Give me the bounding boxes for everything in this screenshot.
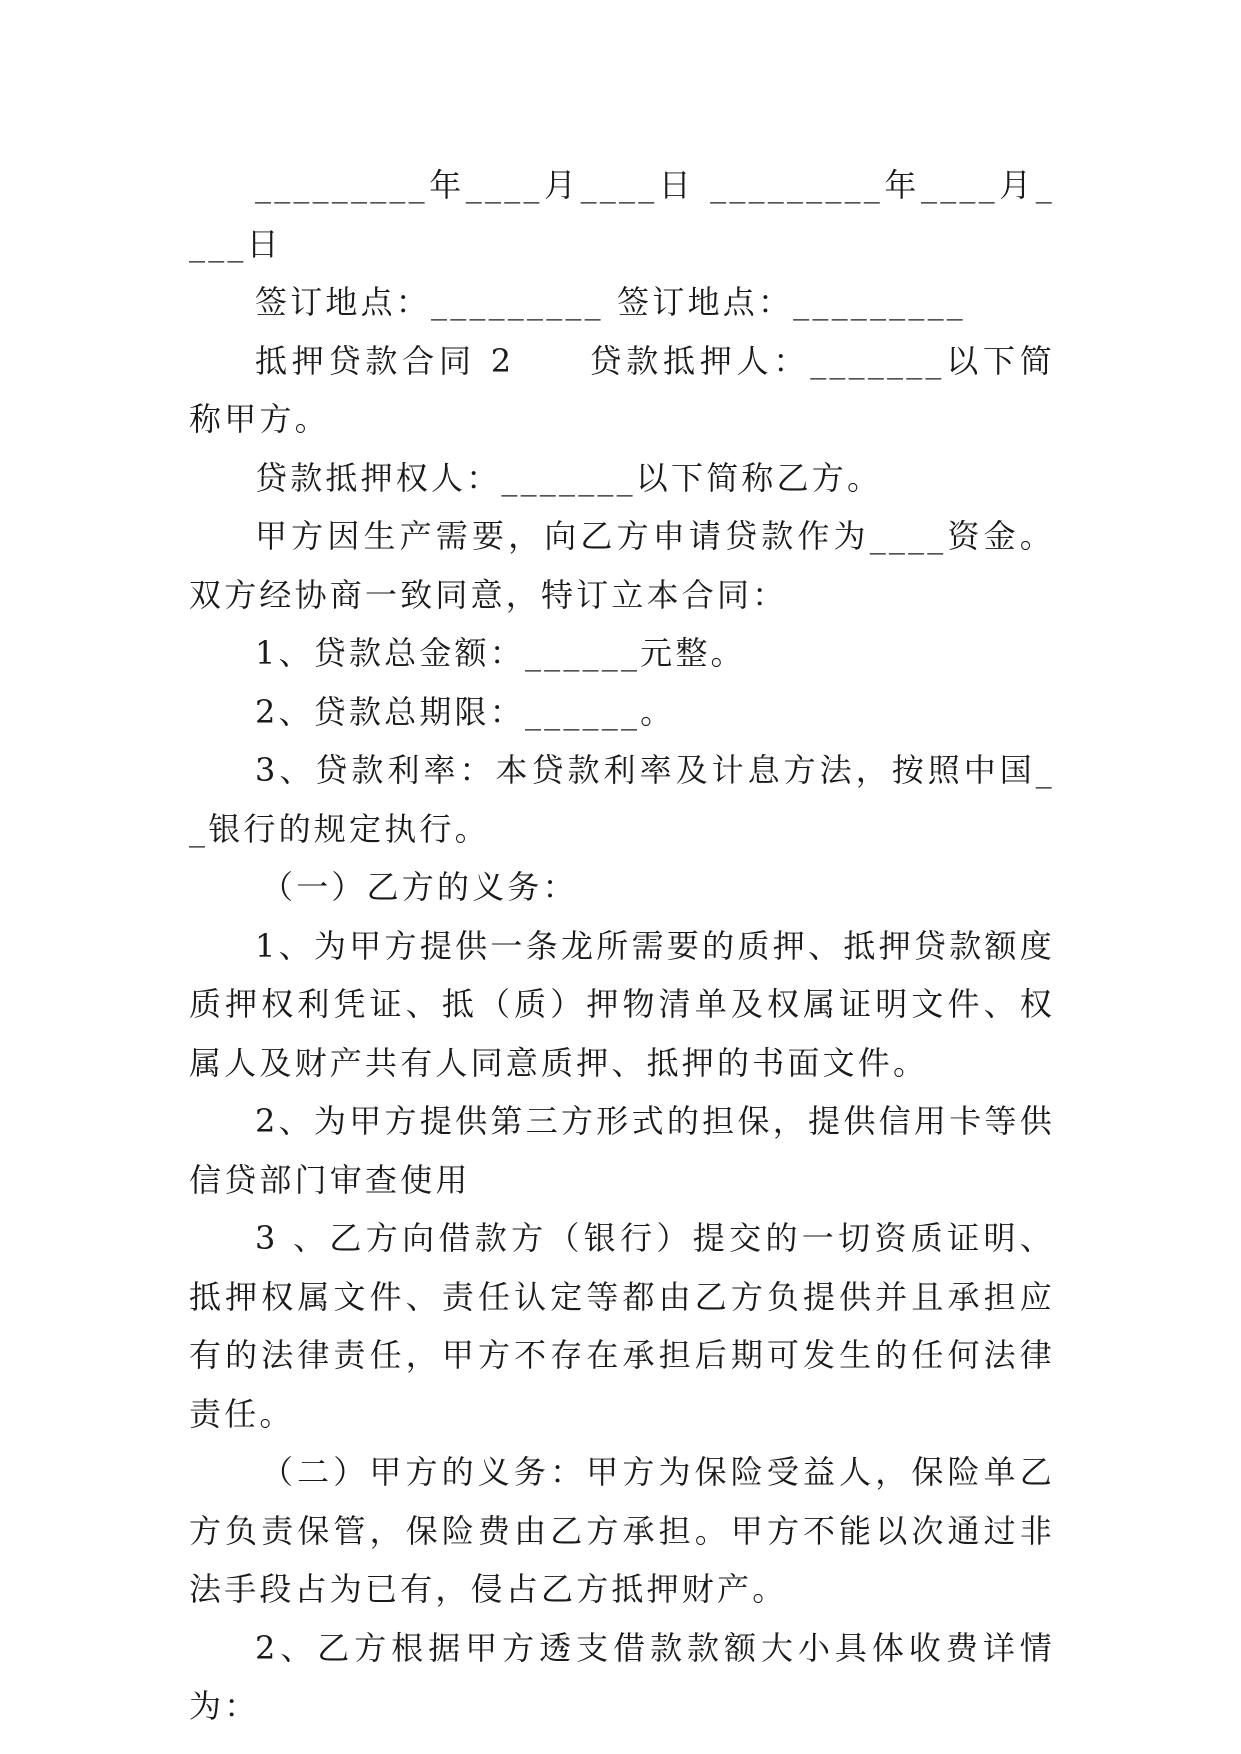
signing-place-line: 签订地点：_________ 签订地点：_________	[255, 283, 966, 321]
party-b-duty-2: 2、为甲方提供第三方形式的担保，提供信用卡等供信贷部门审查使用	[189, 1102, 1055, 1199]
signing-date-line: _________年____月____日 _________年____月____日	[189, 166, 1055, 263]
clause-interest-rate: 3、贷款利率：本贷款利率及计息方法，按照中国__银行的规定执行。	[189, 751, 1055, 848]
party-b-duty-3: 3 、乙方向借款方（银行）提交的一切资质证明、抵押权属文件、责任认定等都由乙方负提供并且承担应有的法律责任，甲方不存在承担后期可发生的任何法律责任。	[189, 1219, 1055, 1433]
section-party-a-duties: （二）甲方的义务：甲方为保险受益人，保险单乙方负责保管，保险费由乙方承担。甲方不能以次通过非法手段占为已有，侵占乙方抵押财产。	[189, 1453, 1055, 1608]
purpose-paragraph: 甲方因生产需要，向乙方申请贷款作为____资金。双方经协商一致同意，特订立本合同：	[189, 517, 1055, 614]
clause-total-amount: 1、贷款总金额：______元整。	[255, 634, 746, 672]
party-b-duty-1: 1、为甲方提供一条龙所需要的质押、抵押贷款额度质押权利凭证、抵（质）押物清单及权属证明文件、权属人及财产共有人同意质押、抵押的书面文件。	[189, 926, 1055, 1082]
section-heading-party-b: （一）乙方的义务：	[261, 868, 578, 906]
fee-details-line: 2、乙方根据甲方透支借款款额大小具体收费详情为：	[189, 1628, 1055, 1725]
document-body	[189, 156, 1055, 1736]
clause-total-term: 2、贷款总期限：______。	[255, 692, 676, 731]
contract-title-mortgagor: 抵押贷款合同 2 贷款抵押人：_______以下简称甲方。	[189, 341, 1055, 438]
mortgagee-line: 贷款抵押权人：_______以下简称乙方。	[255, 458, 883, 497]
